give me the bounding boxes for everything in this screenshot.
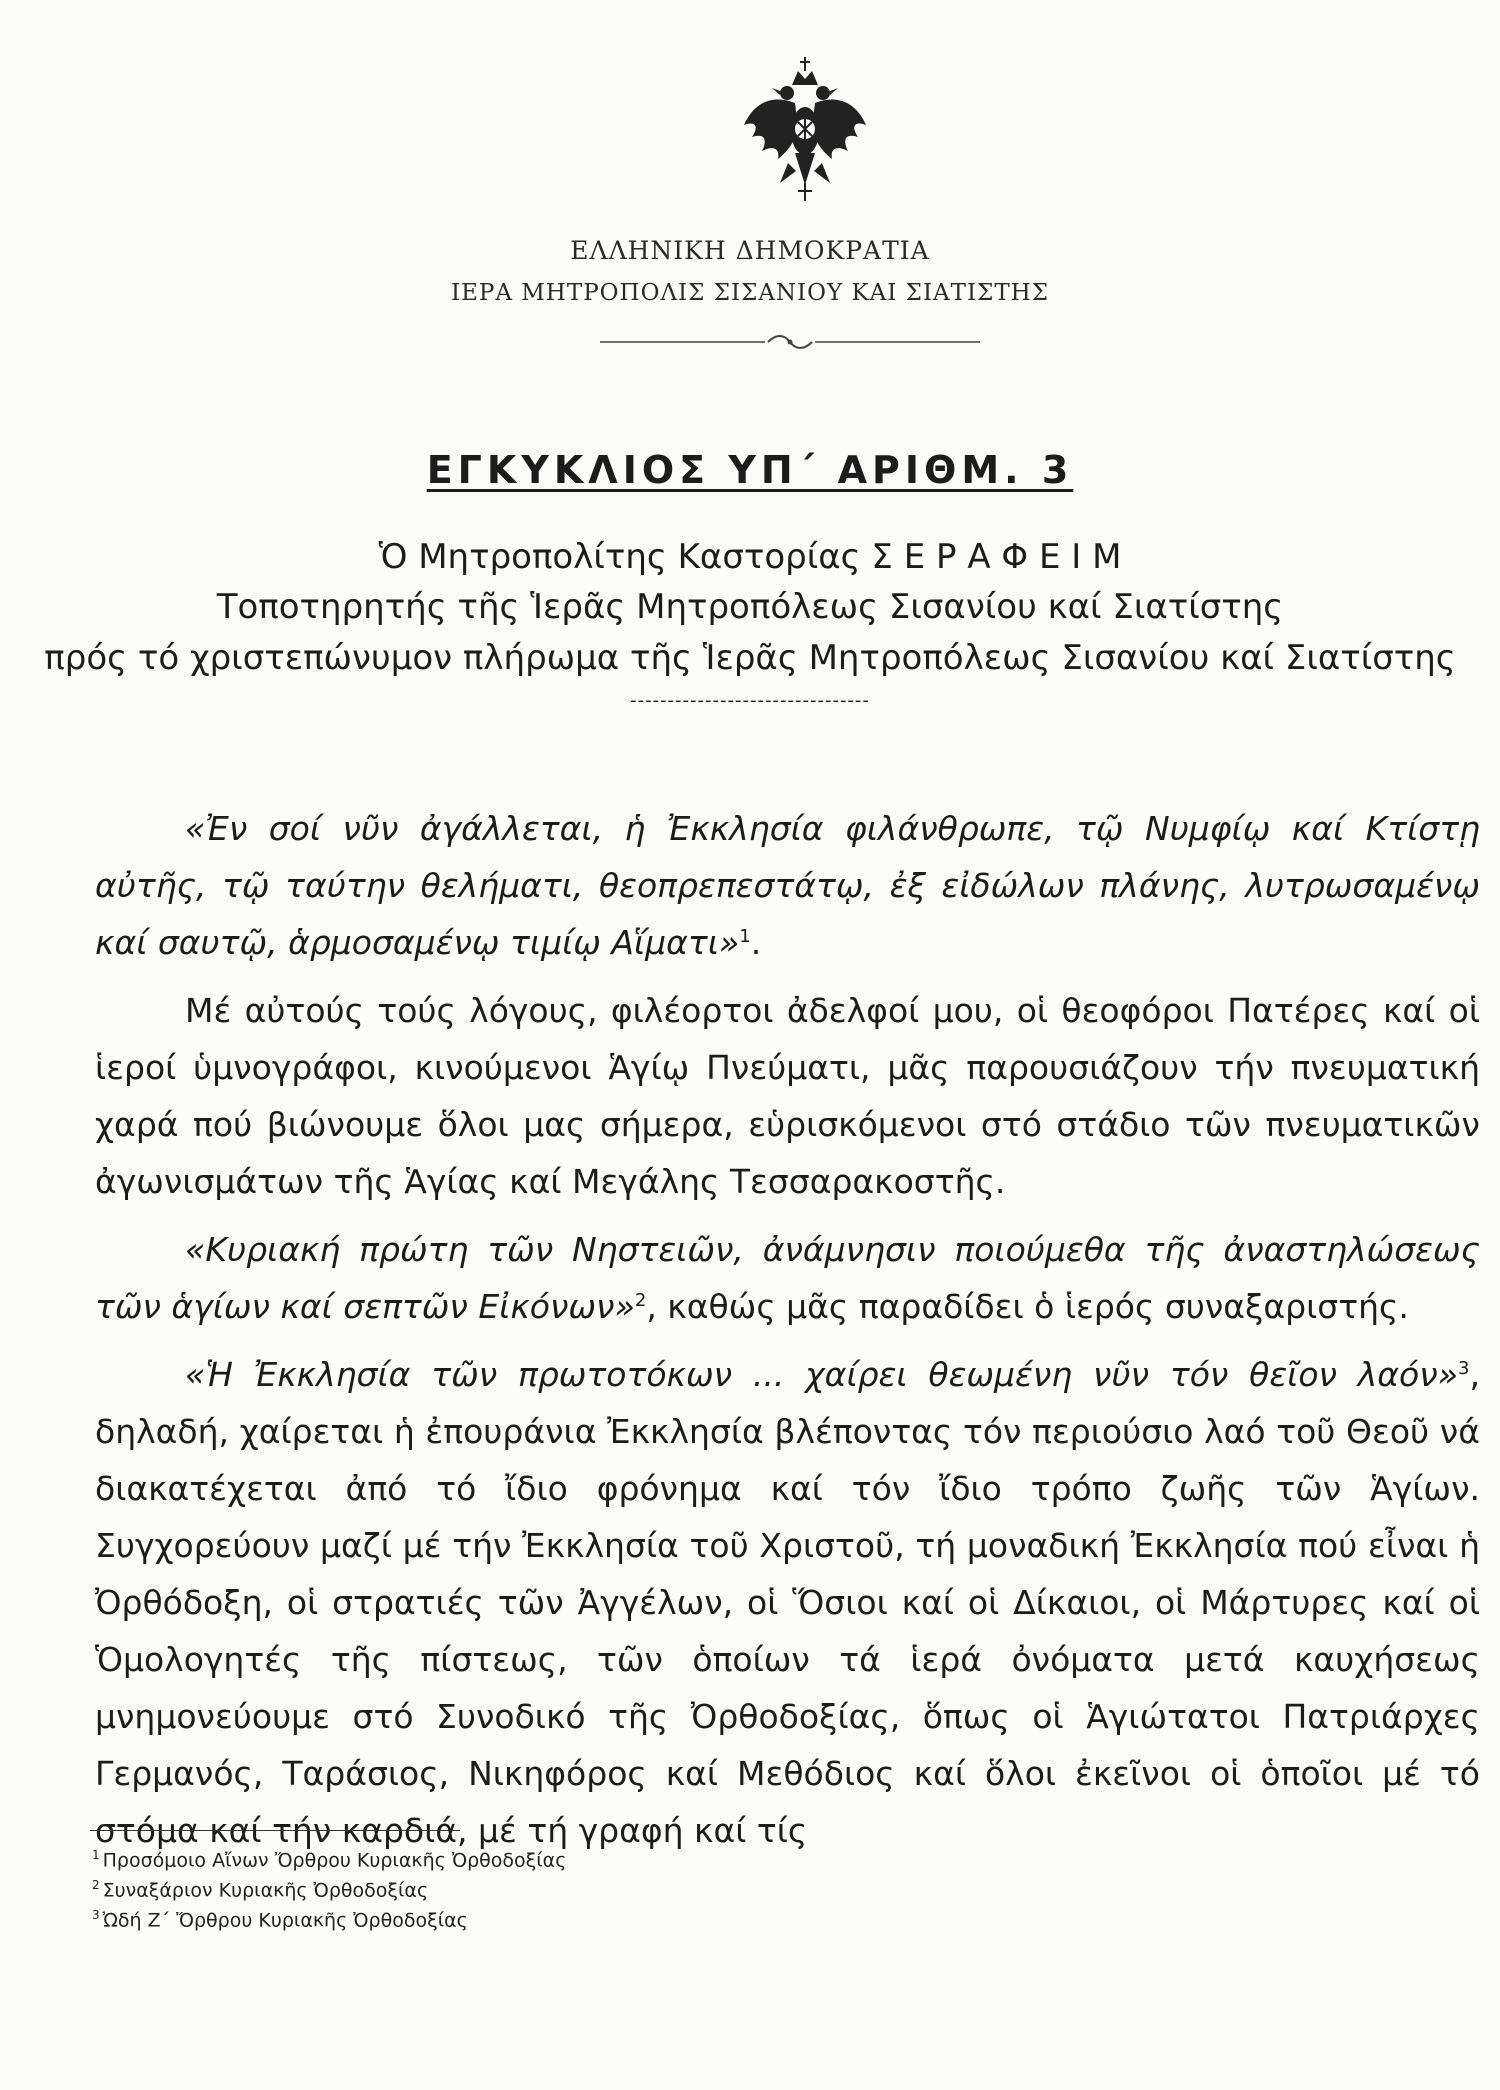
quote-2: «Κυριακή πρώτη τῶν Νηστειῶν, ἀνάμνησιν ποιούμεθα τῆς ἀναστηλώσεως τῶν ἁγίων καί σεπτῶν Εἰκόνων» (95, 1230, 1480, 1326)
footnote-3-number: 3 (92, 1908, 100, 1922)
ornament-divider-icon (600, 330, 980, 352)
sender-line-2: Τοποτηρητής τῆς Ἱερᾶς Μητροπόλεως Σισανίου καί Σιατίστης (216, 587, 1284, 627)
footnote-1-number: 1 (92, 1848, 100, 1862)
footnote-3-text: Ὠδή Ζ΄ Ὄρθρου Κυριακῆς Ὀρθοδοξίας (102, 1909, 468, 1932)
footnote-ref-2: 2 (634, 1290, 647, 1311)
footnote-2-number: 2 (92, 1878, 100, 1892)
footnote-1-text: Προσόμοιο Αἴνων Ὄρθρου Κυριακῆς Ὀρθοδοξίας (102, 1849, 567, 1872)
footnote-rule (90, 1830, 460, 1831)
header-metropolis-name: ΙΕΡΑ ΜΗΤΡΟΠΟΛΙΣ ΣΙΣΑΝΙΟΥ ΚΑΙ ΣΙΑΤΙΣΤΗΣ (450, 280, 1049, 306)
paragraph-1 (95, 800, 1480, 971)
paragraph-3 (95, 1221, 1480, 1335)
letter-body (95, 800, 1480, 1859)
paragraph-1-end: . (750, 923, 762, 962)
document-title: ΕΓΚΥΚΛΙΟΣ ΥΠ΄ ΑΡΙΘΜ. 3 (426, 448, 1074, 492)
footnote-1 (92, 1848, 566, 1871)
quote-1: «Ἐν σοί νῦν ἀγάλλεται, ἡ Ἐκκλησία φιλάνθρωπε, τῷ Νυμφίῳ καί Κτίστῃ αὐτῆς, τῷ ταύτην θελήματι, θεοπρεπεστάτῳ, ἐξ εἰδώλων πλάνης, λυτρωσαμένῳ καί σαυτῷ, ἁρμοσαμένῳ τιμίῳ Αἵματι» (95, 809, 1480, 962)
sender-line-3: πρός τό χριστεπώνυμον πλήρωμα τῆς Ἱερᾶς Μητροπόλεως Σισανίου καί Σιατίστης (44, 638, 1456, 678)
footnote-2 (92, 1878, 428, 1901)
double-headed-eagle-icon (740, 55, 870, 205)
quote-3: «Ἡ Ἐκκλησία τῶν πρωτοτόκων ... χαίρει θεωμένη νῦν τόν θεῖον λαόν» (185, 1355, 1459, 1394)
footnote-ref-1: 1 (739, 926, 751, 947)
paragraph-3-rest: , καθώς μᾶς παραδίδει ὁ ἱερός συναξαριστής. (646, 1287, 1409, 1326)
paragraph-2: Μέ αὐτούς τούς λόγους, φιλέορτοι ἀδελφοί μου, οἱ θεοφόροι Πατέρες καί οἱ ἱεροί ὑμνογράφοι, κινούμενοι Ἁγίῳ Πνεύματι, μᾶς παρουσιάζουν τήν πνευματική χαρά πού βιώνουμε ὅλοι μας σήμερα, εὑρισκόμενοι στό στάδιο τῶν πνευματικῶν ἀγωνισμάτων τῆς Ἁγίας καί Μεγάλης Τεσσαρακοστῆς. (95, 991, 1480, 1201)
header-state-name: ΕΛΛΗΝΙΚΗ ΔΗΜΟΚΡΑΤΙΑ (570, 236, 930, 265)
sender-line-1: Ὁ Μητροπολίτης Καστορίας Σ Ε Ρ Α Φ Ε Ι Μ (378, 537, 1122, 577)
footnote-2-text: Συναξάριον Κυριακῆς Ὀρθοδοξίας (102, 1879, 429, 1902)
paragraph-4 (95, 1346, 1480, 1859)
paragraph-4-rest: , δηλαδή, χαίρεται ἡ ἐπουράνια Ἐκκλησία βλέποντας τόν περιούσιο λαό τοῦ Θεοῦ νά διακατέχεται ἀπό τό ἴδιο φρόνημα καί τόν ἴδιο τρόπο ζωῆς τῶν Ἁγίων. Συγχορεύουν μαζί μέ τήν Ἐκκλησία τοῦ Χριστοῦ, τή μοναδική Ἐκκλησία πού εἶναι ἡ Ὀρθόδοξη, οἱ στρατιές τῶν Ἀγγέλων, οἱ Ὅσιοι καί οἱ Δίκαιοι, οἱ Μάρτυρες καί οἱ Ὁμολογητές τῆς πίστεως, τῶν ὁποίων τά ἱερά ὀνόματα μετά καυχήσεως μνημονεύουμε στό Συνοδικό τῆς Ὀρθοδοξίας, ὅπως οἱ Ἁγιώτατοι Πατριάρχες Γερμανός, Ταράσιος, Νικηφόρος καί Μεθόδιος καί ὅλοι ἐκεῖνοι οἱ ὁποῖοι μέ τό στόμα καί τήν καρδιά, μέ τή γραφή καί τίς (95, 1355, 1480, 1850)
sender-divider: -------------------------------- (630, 690, 870, 711)
footnote-ref-3: 3 (1458, 1358, 1470, 1379)
footnote-3 (92, 1908, 468, 1931)
